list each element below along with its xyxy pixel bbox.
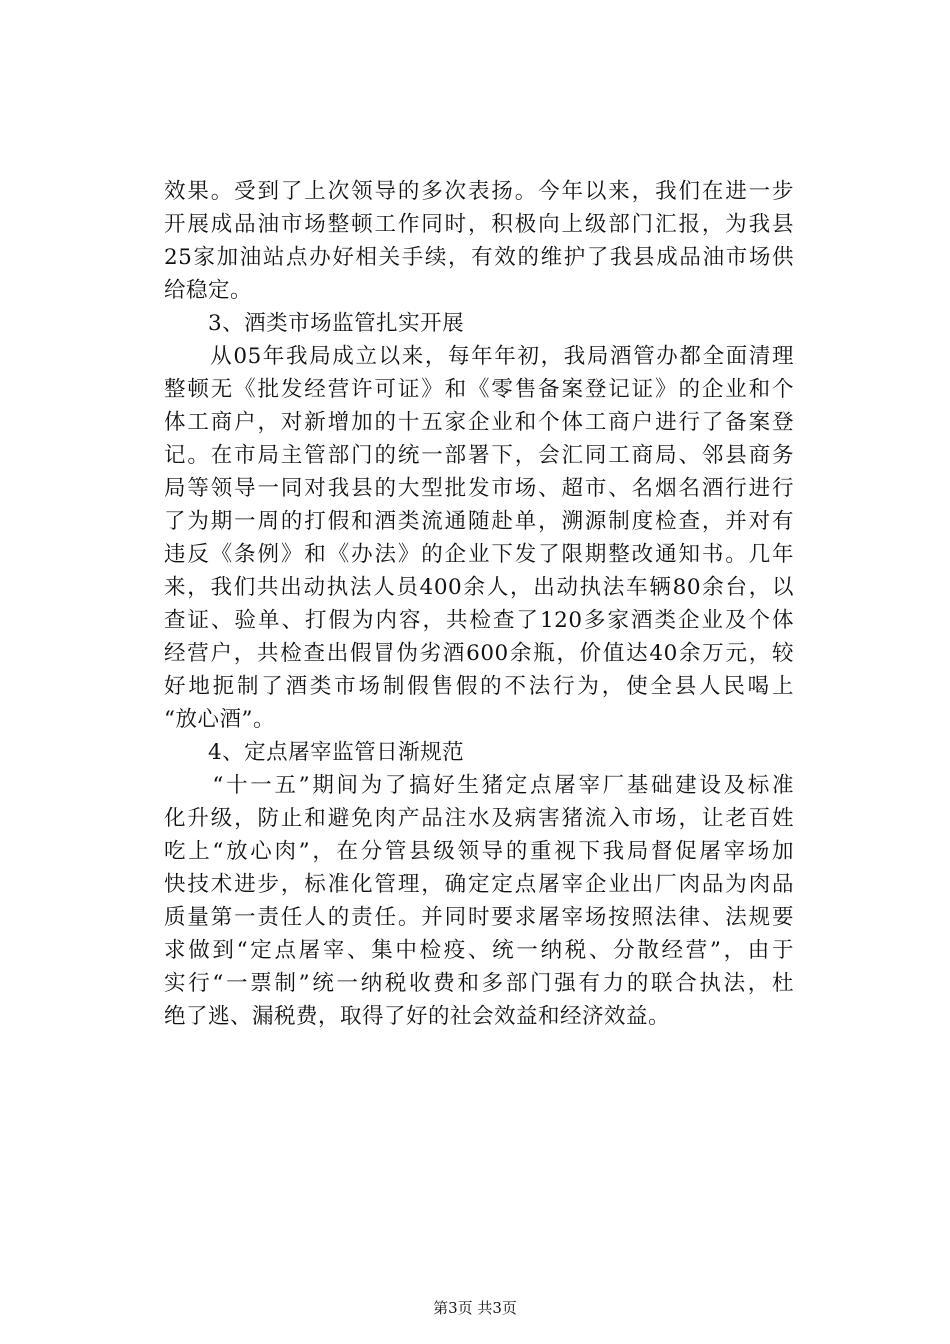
text-line: 绝了逃、漏税费，取得了好的社会效益和经济效益。 xyxy=(164,1004,671,1029)
text-line: 违反《条例》和《办法》的企业下发了限期整改通知书。几年 xyxy=(164,542,794,567)
page-number-footer: 第3页 共3页 xyxy=(433,1299,517,1317)
text-line: 求做到“定点屠宰、集中检疫、统一纳税、分散经营”，由于 xyxy=(164,938,794,963)
text-line: 25家加油站点办好相关手续，有效的维护了我县成品油市场供 xyxy=(164,245,794,270)
section-heading: 3、酒类市场监管扎实开展 xyxy=(164,311,465,336)
text-line: 给稳定。 xyxy=(164,278,253,303)
text-line: 来，我们共出动执法人员400余人，出动执法车辆80余台，以 xyxy=(164,575,794,600)
text-line: 吃上“放心肉”，在分管县级领导的重视下我局督促屠宰场加 xyxy=(164,839,794,864)
text-line: 局等领导一同对我县的大型批发市场、超市、名烟名酒行进行 xyxy=(164,476,794,501)
text-line: 效果。受到了上次领导的多次表扬。今年以来，我们在进一步 xyxy=(164,179,794,204)
text-line: 质量第一责任人的责任。并同时要求屠宰场按照法律、法规要 xyxy=(164,905,794,930)
text-line: 从05年我局成立以来，每年年初，我局酒管办都全面清理 xyxy=(164,344,794,369)
text-line: 体工商户，对新增加的十五家企业和个体工商户进行了备案登 xyxy=(164,410,794,435)
text-line: 开展成品油市场整顿工作同时，积极向上级部门汇报，为我县 xyxy=(164,212,794,237)
text-line: 查证、验单、打假为内容，共检查了120多家酒类企业及个体 xyxy=(164,608,794,633)
text-line: 快技术进步，标准化管理，确定定点屠宰企业出厂肉品为肉品 xyxy=(164,872,794,897)
text-line: 化升级，防止和避免肉产品注水及病害猪流入市场，让老百姓 xyxy=(164,806,794,831)
text-line: 实行“一票制”统一纳税收费和多部门强有力的联合执法，杜 xyxy=(164,971,794,996)
text-line: 记。在市局主管部门的统一部署下，会汇同工商局、邻县商务 xyxy=(164,443,794,468)
text-line: 好地扼制了酒类市场制假售假的不法行为，使全县人民喝上 xyxy=(164,674,794,699)
text-line: 了为期一周的打假和酒类流通随赴单，溯源制度检查，并对有 xyxy=(164,509,794,534)
document-body xyxy=(164,175,794,1033)
section-heading: 4、定点屠宰监管日渐规范 xyxy=(164,740,465,765)
text-line: “十一五”期间为了搞好生猪定点屠宰厂基础建设及标准 xyxy=(164,773,794,798)
text-line: 整顿无《批发经营许可证》和《零售备案登记证》的企业和个 xyxy=(164,377,794,402)
text-line: 经营户，共检查出假冒伪劣酒600余瓶，价值达40余万元，较 xyxy=(164,641,794,666)
text-line: “放心酒”。 xyxy=(164,707,275,732)
